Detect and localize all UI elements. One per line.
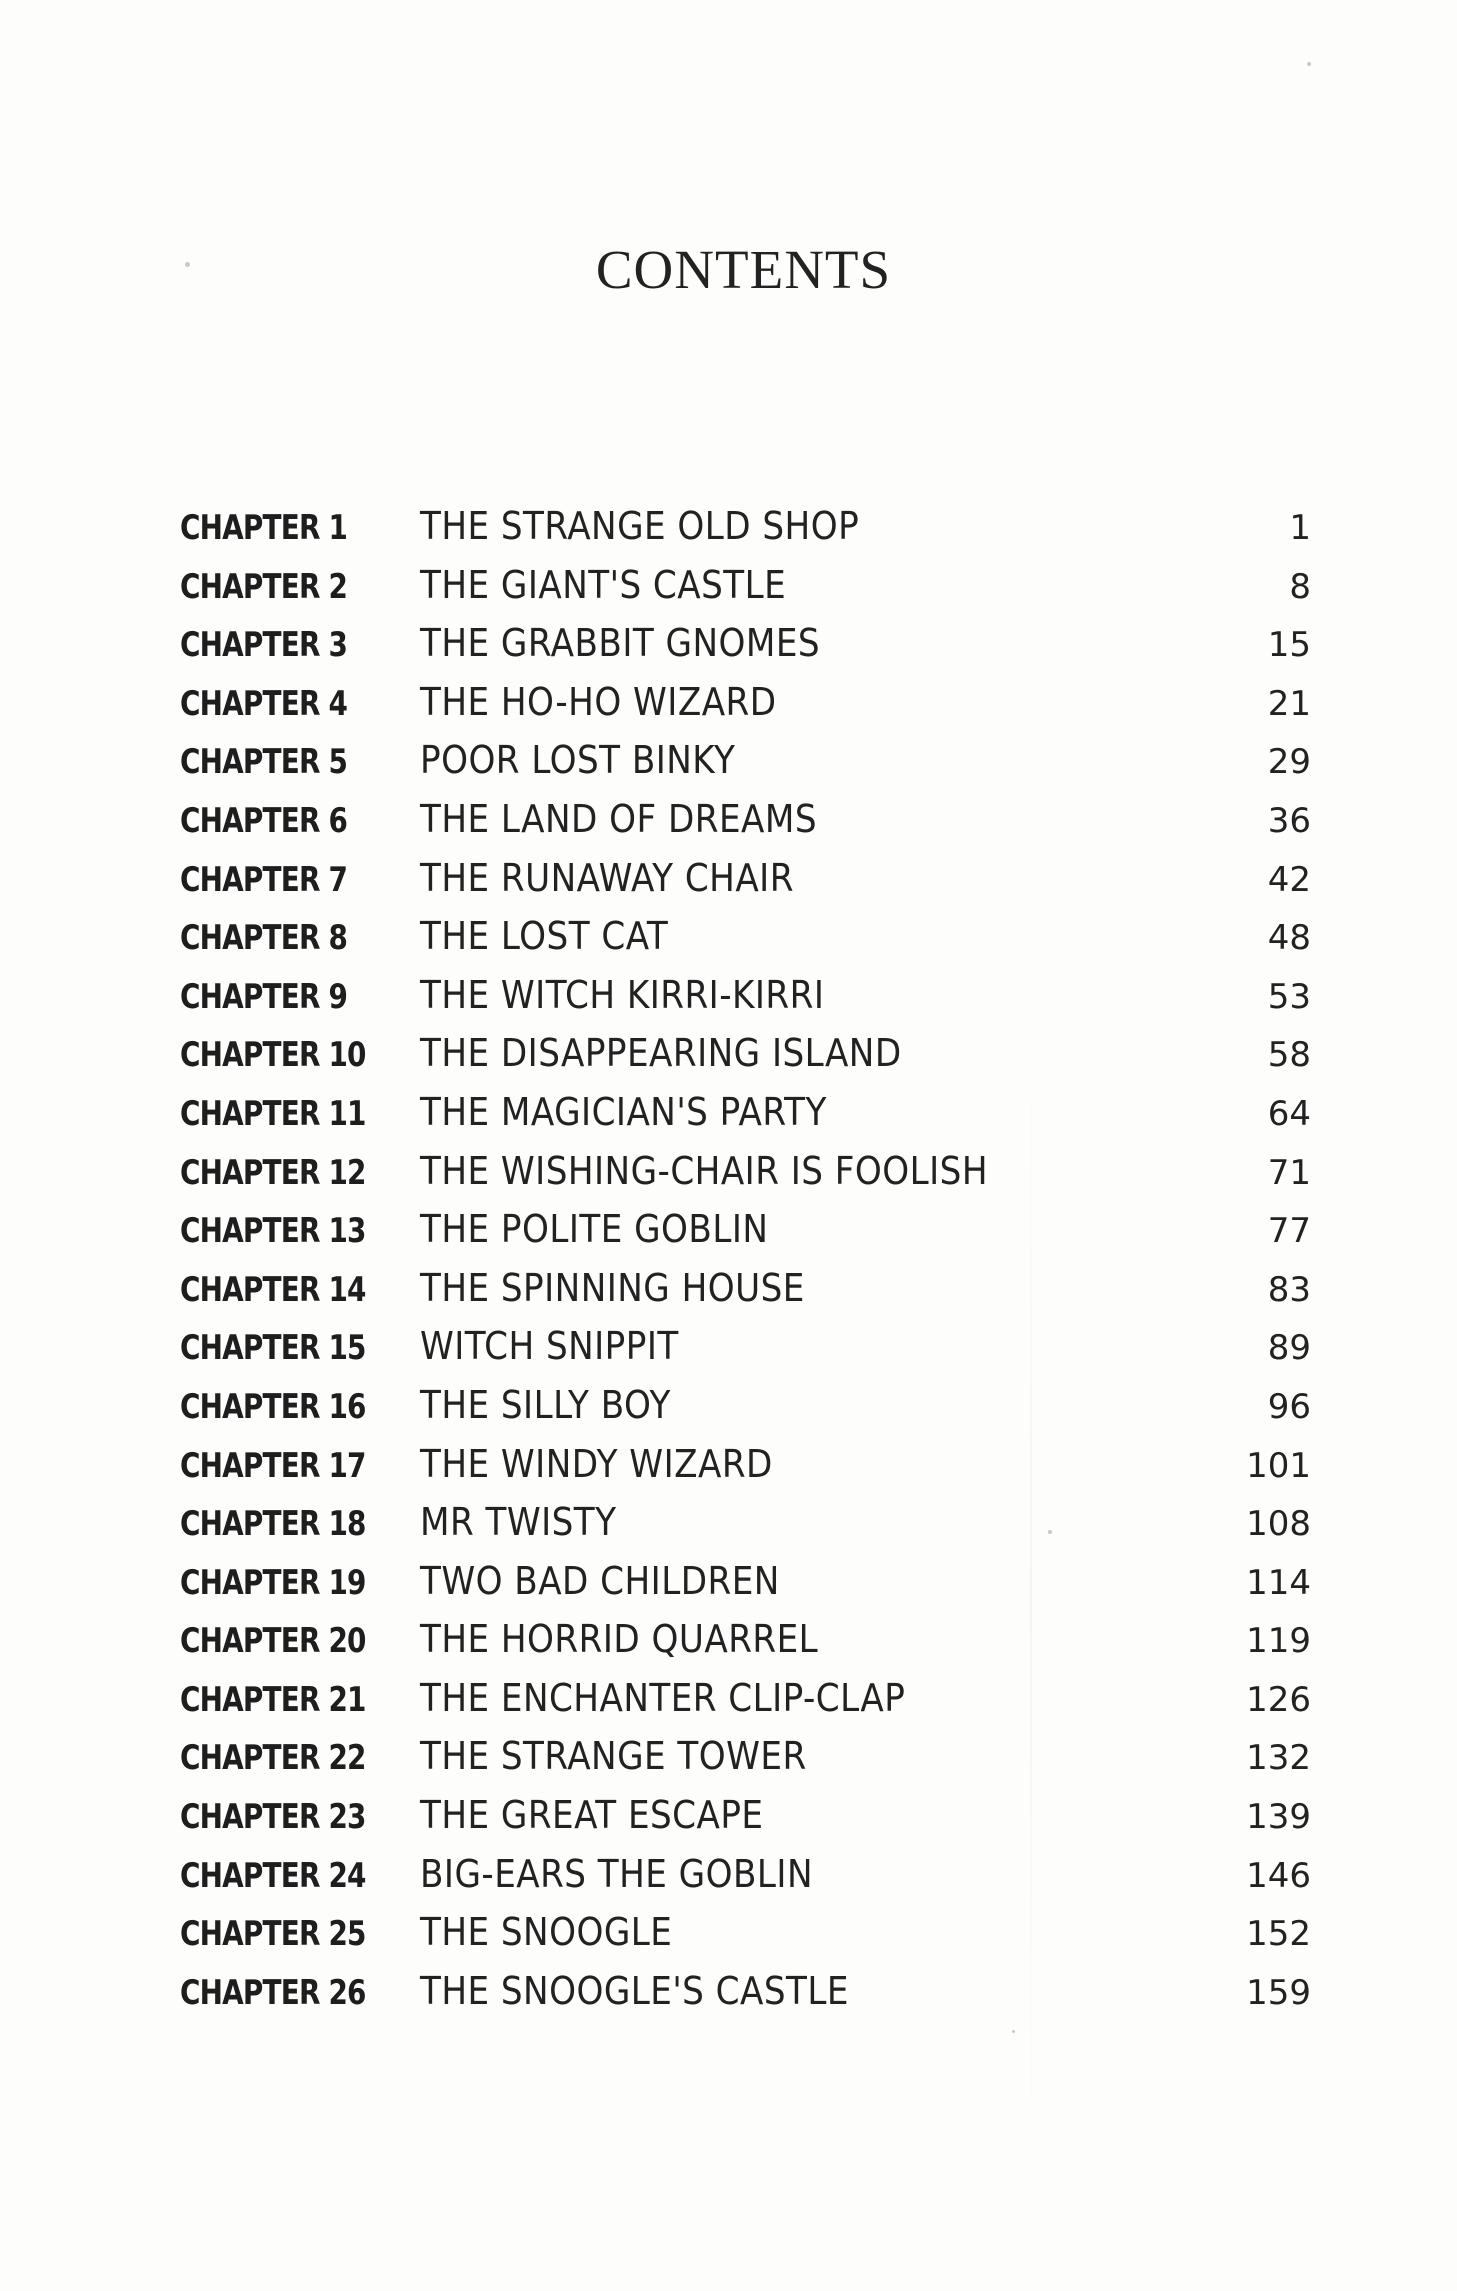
- toc-row: [180, 614, 1311, 673]
- chapter-title: THE HO-HO WIZARD: [420, 679, 777, 724]
- chapter-label: CHAPTER 19: [180, 1562, 366, 1603]
- toc-row: [180, 1435, 1311, 1494]
- chapter-page-number: 77: [1267, 1211, 1311, 1252]
- chapter-label: CHAPTER 4: [180, 683, 348, 724]
- toc-row: [180, 1903, 1311, 1962]
- toc-row: [180, 1376, 1311, 1435]
- chapter-title: BIG-EARS THE GOBLIN: [420, 1851, 813, 1896]
- chapter-title: THE STRANGE OLD SHOP: [420, 504, 860, 548]
- chapter-page-number: 132: [1246, 1738, 1311, 1779]
- chapter-page-number: 48: [1267, 918, 1311, 959]
- chapter-page-number: 89: [1267, 1328, 1311, 1369]
- toc-row: [180, 1493, 1311, 1552]
- chapter-title: THE POLITE GOBLIN: [420, 1207, 769, 1252]
- chapter-label: CHAPTER 25: [180, 1914, 366, 1955]
- chapter-title: THE GIANT'S CASTLE: [420, 562, 787, 607]
- toc-row: [180, 1200, 1311, 1259]
- chapter-label: CHAPTER 20: [180, 1621, 366, 1662]
- chapter-label: CHAPTER 23: [180, 1797, 366, 1838]
- chapter-label: CHAPTER 2: [180, 566, 348, 607]
- chapter-title: THE LOST CAT: [420, 914, 669, 959]
- paper-speck: [1307, 62, 1311, 66]
- chapter-label: CHAPTER 15: [180, 1328, 366, 1369]
- chapter-title: THE SPINNING HOUSE: [420, 1265, 805, 1310]
- chapter-page-number: 53: [1267, 976, 1311, 1017]
- toc-row: [180, 1962, 1311, 2021]
- chapter-label: CHAPTER 9: [180, 976, 348, 1017]
- chapter-title: THE WINDY WIZARD: [420, 1441, 773, 1486]
- chapter-title: THE SNOOGLE'S CASTLE: [420, 1968, 849, 2013]
- toc-row: [180, 1669, 1311, 1728]
- chapter-title: THE SILLY BOY: [420, 1382, 671, 1427]
- chapter-label: CHAPTER 1: [180, 508, 348, 548]
- chapter-page-number: 108: [1246, 1504, 1311, 1545]
- toc-row: [180, 673, 1311, 732]
- toc-row: [180, 731, 1311, 790]
- toc-row: [180, 1259, 1311, 1318]
- toc-row: [180, 1083, 1311, 1142]
- chapter-page-number: 8: [1289, 566, 1311, 607]
- chapter-label: CHAPTER 14: [180, 1269, 366, 1310]
- chapter-title: THE DISAPPEARING ISLAND: [420, 1031, 902, 1076]
- chapter-title: THE GREAT ESCAPE: [420, 1793, 764, 1838]
- toc-row: [180, 1142, 1311, 1201]
- chapter-title: THE MAGICIAN'S PARTY: [420, 1089, 827, 1134]
- chapter-title: THE WISHING-CHAIR IS FOOLISH: [420, 1148, 988, 1193]
- toc-row: [180, 790, 1311, 849]
- chapter-label: CHAPTER 24: [180, 1855, 366, 1896]
- toc-row: [180, 1024, 1311, 1083]
- chapter-label: CHAPTER 6: [180, 800, 348, 841]
- chapter-label: CHAPTER 16: [180, 1386, 366, 1427]
- chapter-label: CHAPTER 13: [180, 1211, 366, 1252]
- toc-row: [180, 907, 1311, 966]
- chapter-page-number: 1: [1289, 508, 1311, 548]
- chapter-page-number: 71: [1267, 1152, 1311, 1193]
- chapter-title: TWO BAD CHILDREN: [420, 1558, 780, 1603]
- chapter-label: CHAPTER 3: [180, 625, 348, 666]
- toc-row: [180, 1727, 1311, 1786]
- chapter-page-number: 101: [1246, 1445, 1311, 1486]
- chapter-title: THE HORRID QUARREL: [420, 1617, 819, 1662]
- toc-row: [180, 1610, 1311, 1669]
- chapter-label: CHAPTER 12: [180, 1152, 366, 1193]
- toc-row: [180, 1786, 1311, 1845]
- chapter-page-number: 96: [1267, 1386, 1311, 1427]
- chapter-page-number: 58: [1267, 1035, 1311, 1076]
- chapter-page-number: 119: [1246, 1621, 1311, 1662]
- toc-row: [180, 849, 1311, 908]
- chapter-title: WITCH SNIPPIT: [420, 1324, 679, 1369]
- chapter-title: POOR LOST BINKY: [420, 738, 736, 783]
- chapter-page-number: 83: [1267, 1269, 1311, 1310]
- chapter-page-number: 126: [1246, 1679, 1311, 1720]
- chapter-page-number: 146: [1246, 1855, 1311, 1896]
- chapter-label: CHAPTER 8: [180, 918, 348, 959]
- chapter-title: MR TWISTY: [420, 1500, 617, 1545]
- chapter-title: THE SNOOGLE: [420, 1910, 673, 1955]
- chapter-label: CHAPTER 17: [180, 1445, 366, 1486]
- chapter-label: CHAPTER 5: [180, 742, 348, 783]
- toc-row: [180, 1845, 1311, 1904]
- chapter-page-number: 29: [1267, 742, 1311, 783]
- chapter-title: THE LAND OF DREAMS: [420, 796, 817, 841]
- chapter-title: THE ENCHANTER CLIP-CLAP: [420, 1675, 906, 1720]
- chapter-page-number: 139: [1246, 1797, 1311, 1838]
- toc-row: [180, 556, 1311, 615]
- chapter-title: THE STRANGE TOWER: [420, 1734, 807, 1779]
- chapter-title: THE WITCH KIRRI-KIRRI: [420, 972, 825, 1017]
- toc-row: [180, 497, 1311, 556]
- chapter-page-number: 36: [1267, 800, 1311, 841]
- chapter-label: CHAPTER 7: [180, 859, 348, 900]
- chapter-page-number: 64: [1267, 1093, 1311, 1134]
- chapter-label: CHAPTER 11: [180, 1093, 366, 1134]
- chapter-page-number: 159: [1246, 1972, 1311, 2013]
- toc-row: [180, 1317, 1311, 1376]
- chapter-label: CHAPTER 21: [180, 1679, 366, 1720]
- paper-speck: [1012, 2030, 1015, 2033]
- chapter-page-number: 114: [1246, 1562, 1311, 1603]
- chapter-label: CHAPTER 22: [180, 1738, 366, 1779]
- chapter-label: CHAPTER 18: [180, 1504, 366, 1545]
- chapter-page-number: 42: [1267, 859, 1311, 900]
- page-title: CONTENTS: [595, 239, 892, 300]
- chapter-page-number: 152: [1246, 1914, 1311, 1955]
- chapter-page-number: 21: [1267, 683, 1311, 724]
- toc-row: [180, 966, 1311, 1025]
- toc-row: [180, 1552, 1311, 1611]
- chapter-title: THE RUNAWAY CHAIR: [420, 855, 794, 900]
- table-of-contents: [180, 497, 1311, 2020]
- chapter-page-number: 15: [1267, 625, 1311, 666]
- chapter-label: CHAPTER 10: [180, 1035, 366, 1076]
- chapter-title: THE GRABBIT GNOMES: [420, 621, 821, 666]
- chapter-label: CHAPTER 26: [180, 1972, 366, 2013]
